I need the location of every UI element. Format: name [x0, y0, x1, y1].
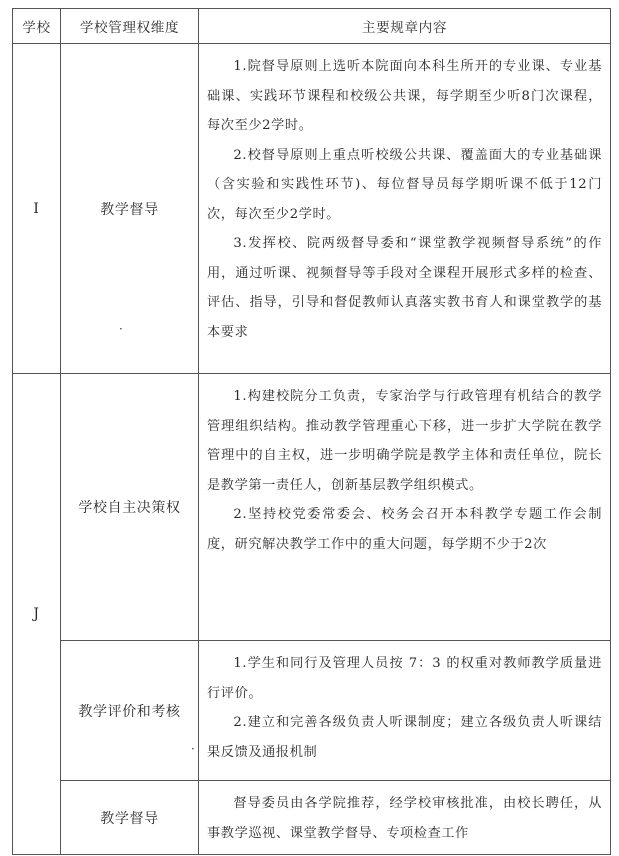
content-paragraph: 督导委员由各学院推荐，经学校审核批准，由校长聘任，从事教学巡视、课堂教学督导、专项检查工作	[207, 796, 602, 841]
header-school: 学校	[13, 9, 61, 44]
header-row	[13, 9, 611, 44]
table-row	[13, 374, 611, 641]
dimension-cell	[61, 781, 199, 855]
content-paragraph: 1.学生和同行及管理人员按 7：3 的权重对教师教学质量进行评价。	[207, 656, 602, 701]
dimension-cell	[61, 641, 199, 781]
header-content: 主要规章内容	[199, 9, 611, 44]
content-paragraph: 1.构建校院分工负责，专家治学与行政管理有机结合的教学管理组织结构。推动教学管理重心下移，进一步扩大学院在教学管理中的自主权，进一步明确学院是教学主体和责任单位，院长是教学第一责任人，创新基层教学组织模式。	[207, 389, 602, 493]
content-paragraph: 2.坚持校党委常委会、校务会召开本科教学专题工作会制度，研究解决教学工作中的重大问题，每学期不少于2次	[207, 507, 602, 552]
school-cell: I	[13, 44, 61, 374]
content-cell	[199, 44, 611, 374]
school-cell: J	[13, 374, 61, 855]
dimension-cell	[61, 44, 199, 374]
dimension-label: 教学督导	[100, 201, 159, 218]
content-paragraph: 1.院督导原则上选听本院面向本科生所开的专业课、专业基础课、实践环节课程和校级公共课，每学期至少听8门次课程，每次至少2学时。	[207, 59, 602, 133]
header-dimension: 学校管理权维度	[61, 9, 199, 44]
dimension-label: 教学督导	[100, 810, 159, 827]
dimension-label: 教学评价和考核	[78, 703, 181, 720]
content-cell	[199, 374, 611, 641]
scan-speck: ·	[119, 322, 123, 336]
dimension-cell	[61, 374, 199, 641]
content-cell	[199, 641, 611, 781]
content-paragraph: 2.建立和完善各级负责人听课制度；建立各级负责人听课结果反馈及通报机制	[207, 715, 602, 760]
scan-speck: ·	[191, 742, 195, 756]
table-row	[13, 44, 611, 374]
content-paragraph: 3.发挥校、院两级督导委和“课堂教学视频督导系统”的作用，通过听课、视频督导等手段对全课程开展形式多样的检查、评估、指导，引导和督促教师认真落实教书育人和课堂教学的基本要求	[207, 236, 602, 340]
content-paragraph: 2.校督导原则上重点听校级公共课、覆盖面大的专业基础课（含实验和实践性环节)、每位督导员每学期听课不低于12门次，每次至少2学时。	[207, 147, 602, 222]
regulations-table	[12, 8, 611, 855]
dimension-label: 学校自主决策权	[78, 500, 181, 516]
table-row	[13, 781, 611, 855]
table-row	[13, 641, 611, 781]
content-cell	[199, 781, 611, 855]
